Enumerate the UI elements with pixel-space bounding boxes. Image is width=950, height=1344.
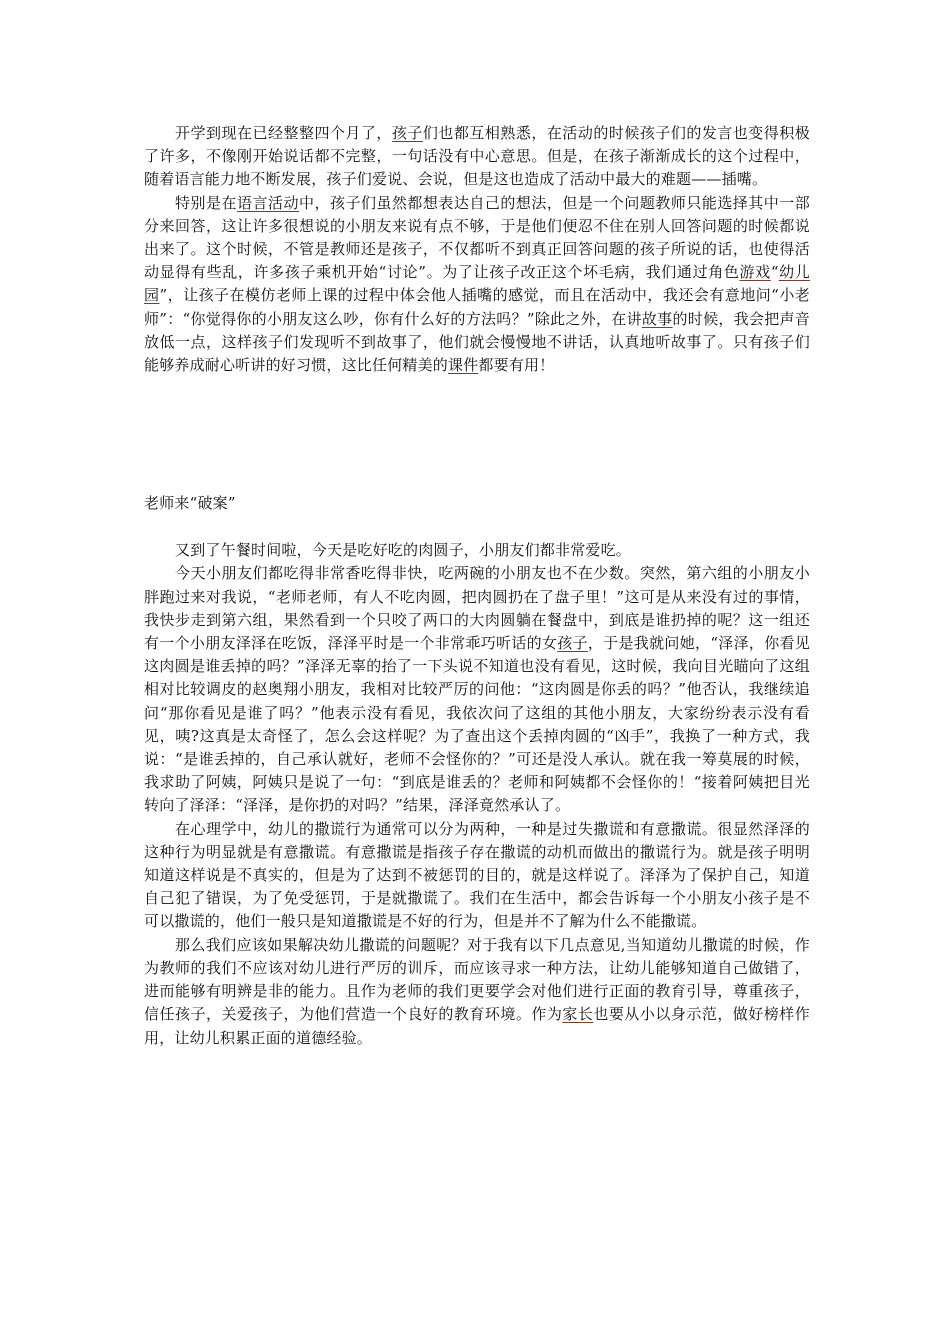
inline-link[interactable]: 课件 <box>448 356 479 375</box>
paragraph-text: 都要有用！ <box>478 356 555 375</box>
paragraph-text: 特别是在 <box>175 193 237 212</box>
paragraph-text: 今天小朋友们都吃得非常香吃得非快，吃两碗的小朋友也不在少数。突然，第六组的小朋友小胖跑过来对我说，“老师老师，有人不吃肉圆，把肉圆扔在了盘子里！”这可是从来没有过的事情，我快步走到第六组，果然看到一个只咬了两口的大肉圆躺在餐盘中，到底是谁扔掉的呢？这一组还有一个小朋友泽泽在吃饭，泽泽平时是一个非常乖巧听话的女 <box>144 564 810 653</box>
paragraph-text: ，于是我就问她，“泽泽，你看见这肉圆是谁丢掉的吗？”泽泽无辜的抬了一下头说不知道也没有看见，这时候，我向目光瞄向了这组相对比较调皮的赵奥翔小朋友，我相对比较严厉的问他：“这肉圆是你丢的吗？”他否认，我继续追问“那你看见是谁了吗？”他表示没有看见，我依次问了这组的其他小朋友，大家纷纷表示没有看见，咦?这真是太奇怪了，怎么会这样呢？为了查出这个丢掉肉圆的“凶手”，我换了一种方式，我说：“是谁丢掉的，自己承认就好，老师不会怪你的？”可还是没人承认。就在我一筹莫展的时候，我求助了阿姨，阿姨只是说了一句：“到底是谁丢的？老师和阿姨都不会怪你的！“接着阿姨把目光转向了泽泽：“泽泽，是你扔的对吗？”结果，泽泽竟然承认了。 <box>144 634 811 815</box>
intro-paragraph-2 <box>144 192 810 378</box>
document-page <box>144 122 810 1050</box>
paragraph-text: 们也都互相熟悉，在活动的时候孩子们的发言也变得积极了许多，不像刚开始说话都不完整，一句话没有中心意思。但是，在孩子渐渐成长的这个过程中，随着语言能力地不断发展，孩子们爱说、会说，但是这也造成了活动中最大的难题——插嘴。 <box>144 124 810 189</box>
paragraph-text: 也要从小以身示范，做好榜样作用，让幼儿积累正面的道德经验。 <box>144 1005 810 1047</box>
paragraph-text: 那么我们应该如果解决幼儿撒谎的问题呢？对于我有以下几点意见,当知道幼儿撒谎的时候，作为教师的我们不应该对幼儿进行严厉的训斥，而应该寻求一种方法，让幼儿能够知道自己做错了，进而能够有明辨是非的能力。且作为老师的我们更要学会对他们进行正面的教育引导，尊重孩子，信任孩子，关爱孩子，为他们营造一个良好的教育环境。作为 <box>144 935 810 1024</box>
paragraph-text: “ <box>770 263 779 282</box>
advice-paragraph <box>144 934 810 1050</box>
story-paragraph-1 <box>144 539 810 562</box>
story-paragraph-2 <box>144 562 810 817</box>
inline-link[interactable]: 幼儿园 <box>144 263 810 305</box>
inline-link[interactable]: 语言活动 <box>236 193 299 212</box>
intro-paragraph-1 <box>144 122 810 192</box>
paragraph-text: 中，孩子们虽然都想表达自己的想法，但是一个问题教师只能选择其中一部分来回答，这让许多很想说的小朋友来说有点不够，于是他们便忍不住在别人回答问题的时候都说出来了。这个时候，不管是教师还是孩子，不仅都听不到真正回答问题的孩子所说的话，也使得活动显得有些乱，许多孩子乘机开始“讨论”。为了让孩子改正这个坏毛病，我们通过角色 <box>144 193 810 282</box>
inline-link[interactable]: 孩子 <box>391 124 423 142</box>
paragraph-text: 在心理学中，幼儿的撒谎行为通常可以分为两种，一种是过失撒谎和有意撒谎。很显然泽泽的这种行为明显就是有意撒谎。有意撒谎是指孩子存在撒谎的动机而做出的撒谎行为。就是孩子明明知道这样说是不真实的，但是为了达到不被惩罚的目的，就是这样说了。泽泽为了保护自己，知道自己犯了错误，为了免受惩罚，于是就撒谎了。我们在生活中，都会告诉每一个小朋友小孩子是不可以撒谎的，他们一般只是知道撒谎是不好的行为，但是并不了解为什么不能撒谎。 <box>144 819 810 931</box>
paragraph-text: ”，让孩子在模仿老师上课的过程中体会他人插嘴的感觉，而且在活动中，我还会有意地问“小老师”：“你觉得你的小朋友这么吵，你有什么好的方法吗？”除此之外，在讲 <box>144 286 810 328</box>
heading-spacer <box>144 515 810 539</box>
paragraph-text: 的时候，我会把声音放低一点，这样孩子们发现听不到故事了，他们就会慢慢地不讲话，认真地听故事了。只有孩子们能够养成耐心听讲的好习惯，这比任何精美的 <box>144 309 811 375</box>
inline-link[interactable]: 游戏 <box>739 263 771 282</box>
inline-link[interactable]: 孩子 <box>557 634 588 653</box>
inline-link[interactable]: 家长 <box>562 1005 594 1024</box>
section-spacer <box>144 377 810 491</box>
section-heading: 老师来“破案” <box>144 494 236 513</box>
analysis-paragraph <box>144 818 810 934</box>
paragraph-text: 又到了午餐时间啦，今天是吃好吃的肉圆子，小朋友们都非常爱吃。 <box>175 541 632 560</box>
inline-link[interactable]: 故事 <box>641 309 673 328</box>
paragraph-text: 开学到现在已经整整四个月了， <box>175 124 392 142</box>
